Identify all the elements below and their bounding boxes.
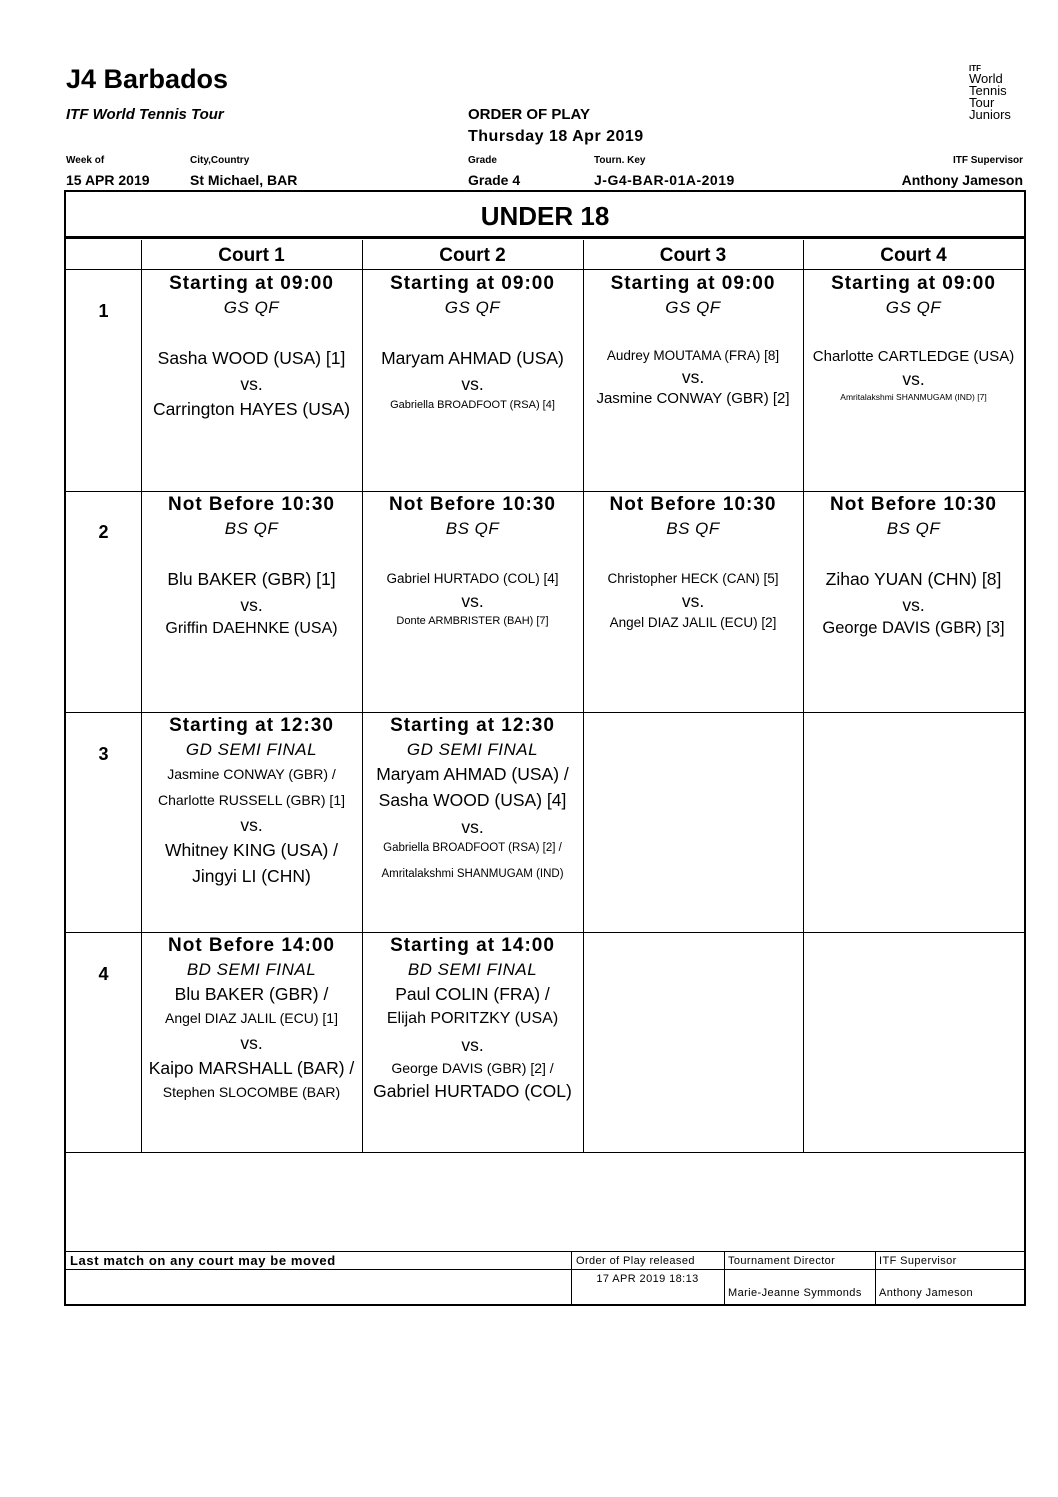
- player-2: Jasmine CONWAY (GBR) [2]: [596, 390, 790, 407]
- vs-label: vs.: [902, 595, 925, 615]
- week-label: Week of: [66, 155, 105, 166]
- player-1b: Charlotte RUSSELL (GBR) [1]: [158, 792, 345, 808]
- player-2: Gabriella BROADFOOT (RSA) [4]: [390, 399, 555, 411]
- player-1: Christopher HECK (CAN) [5]: [607, 571, 779, 586]
- match-cell: [362, 715, 583, 880]
- match-round: GS QF: [444, 298, 501, 317]
- city-value: St Michael, BAR: [190, 172, 298, 188]
- player-2: George DAVIS (GBR) [3]: [822, 619, 1005, 637]
- row-number: 4: [98, 964, 109, 984]
- player-2a: Kaipo MARSHALL (BAR) /: [148, 1058, 355, 1078]
- match-round: BD SEMI FINAL: [407, 960, 538, 979]
- player-2b: Jingyi LI (CHN): [192, 866, 311, 886]
- grid-line: [66, 269, 1024, 270]
- match-round: GD SEMI FINAL: [185, 740, 318, 759]
- court-4-header: Court 4: [880, 245, 947, 266]
- vs-label: vs.: [240, 815, 263, 835]
- order-of-play-label: ORDER OF PLAY: [468, 106, 590, 123]
- vs-label: vs.: [240, 1033, 263, 1053]
- week-value: 15 APR 2019: [66, 172, 150, 188]
- match-cell: [141, 494, 362, 638]
- player-2: Angel DIAZ JALIL (ECU) [2]: [609, 615, 777, 630]
- court-1-header: Court 1: [218, 245, 285, 266]
- grid-line: [66, 712, 1024, 713]
- match-round: GD SEMI FINAL: [406, 740, 539, 759]
- footer-divider: [66, 1269, 1024, 1270]
- grid-line: [66, 932, 1024, 933]
- player-1: Sasha WOOD (USA) [1]: [157, 348, 346, 368]
- match-round: GS QF: [665, 298, 721, 317]
- player-2: Carrington HAYES (USA): [152, 399, 351, 419]
- match-time: Starting at 09:00: [390, 273, 555, 294]
- match-cell: [362, 494, 583, 627]
- city-label: City,Country: [190, 155, 250, 166]
- footer-divider: [875, 1251, 876, 1305]
- match-time: Not Before 10:30: [830, 494, 997, 515]
- player-2: Donte ARMBRISTER (BAH) [7]: [396, 615, 549, 627]
- match-cell: [141, 935, 362, 1100]
- player-2b: Stephen SLOCOMBE (BAR): [162, 1084, 341, 1100]
- match-time: Not Before 10:30: [609, 494, 777, 515]
- match-round: BD SEMI FINAL: [186, 960, 317, 979]
- player-1: Zihao YUAN (CHN) [8]: [825, 569, 1002, 589]
- tournament-title: J4 Barbados: [66, 64, 229, 94]
- match-cell: [803, 494, 1024, 638]
- vs-label: vs.: [681, 591, 705, 611]
- match-cell: [141, 715, 362, 887]
- match-time: Starting at 12:30: [390, 715, 555, 736]
- court-3-header: Court 3: [659, 245, 727, 266]
- match-cell: [583, 494, 803, 630]
- match-cell: [362, 935, 583, 1102]
- match-time: Starting at 09:00: [610, 273, 776, 294]
- row-number: 1: [98, 301, 109, 321]
- player-2b: Gabriel HURTADO (COL): [373, 1081, 572, 1101]
- footer-note: Last match on any court may be moved: [70, 1253, 336, 1268]
- player-1b: Elijah PORITZKY (USA): [386, 1010, 559, 1027]
- match-round: BS QF: [445, 519, 500, 538]
- grade-value: Grade 4: [468, 172, 521, 188]
- match-time: Starting at 09:00: [831, 273, 996, 294]
- match-time: Starting at 14:00: [390, 935, 555, 956]
- section-title: UNDER 18: [66, 193, 1024, 239]
- grid-line: [66, 1152, 1024, 1153]
- match-time: Starting at 12:30: [169, 715, 334, 736]
- match-cell: [583, 273, 803, 407]
- match-cell: [362, 273, 583, 411]
- row-number: 3: [98, 744, 109, 764]
- player-2: Amritalakshmi SHANMUGAM (IND) [7]: [840, 392, 987, 402]
- vs-label: vs.: [461, 1035, 484, 1055]
- match-round: GS QF: [223, 298, 280, 317]
- vs-label: vs.: [461, 591, 484, 611]
- director-value: Marie-Jeanne Symmonds: [728, 1287, 862, 1299]
- itf-logo: ITF World Tennis Tour Juniors: [969, 64, 1011, 122]
- player-1a: Paul COLIN (FRA) /: [395, 984, 550, 1004]
- tourn-key-label: Tourn. Key: [594, 155, 646, 166]
- released-label: Order of Play released: [576, 1255, 695, 1267]
- tourn-key-value: J-G4-BAR-01A-2019: [594, 172, 735, 188]
- vs-label: vs.: [461, 817, 484, 837]
- grid-line: [66, 491, 1024, 492]
- tour-subtitle: ITF World Tennis Tour: [66, 106, 224, 123]
- player-2: Griffin DAEHNKE (USA): [165, 620, 338, 637]
- player-2a: Gabriella BROADFOOT (RSA) [2] /: [383, 842, 562, 854]
- vs-label: vs.: [902, 369, 925, 389]
- play-date: Thursday 18 Apr 2019: [468, 128, 644, 145]
- player-1: Blu BAKER (GBR) [1]: [167, 569, 336, 589]
- vs-label: vs.: [240, 595, 263, 615]
- grade-label: Grade: [468, 155, 497, 166]
- player-2a: Whitney KING (USA) /: [164, 840, 339, 860]
- player-1a: Jasmine CONWAY (GBR) /: [167, 766, 336, 782]
- match-cell: [803, 273, 1024, 402]
- match-time: Not Before 10:30: [168, 494, 335, 515]
- player-1a: Blu BAKER (GBR) /: [174, 984, 329, 1004]
- row-number: 2: [98, 522, 109, 542]
- director-label: Tournament Director: [728, 1255, 836, 1267]
- match-round: BS QF: [224, 519, 279, 538]
- vs-label: vs.: [461, 374, 484, 394]
- match-time: Not Before 10:30: [389, 494, 556, 515]
- match-round: GS QF: [885, 298, 942, 317]
- match-cell: [141, 273, 362, 420]
- player-2b: Amritalakshmi SHANMUGAM (IND): [381, 868, 564, 880]
- vs-label: vs.: [240, 374, 263, 394]
- player-1b: Angel DIAZ JALIL (ECU) [1]: [165, 1010, 338, 1026]
- player-1: Gabriel HURTADO (COL) [4]: [386, 571, 559, 586]
- released-value: 17 APR 2019 18:13: [596, 1273, 699, 1285]
- match-round: BS QF: [666, 519, 720, 538]
- match-time: Starting at 09:00: [169, 273, 334, 294]
- footer-supervisor-label: ITF Supervisor: [879, 1255, 957, 1267]
- court-2-header: Court 2: [439, 245, 506, 266]
- player-1a: Maryam AHMAD (USA) /: [376, 764, 569, 784]
- supervisor-value: Anthony Jameson: [901, 172, 1023, 188]
- footer-divider: [66, 1251, 1024, 1252]
- footer-supervisor-value: Anthony Jameson: [879, 1287, 974, 1299]
- supervisor-label: ITF Supervisor: [952, 155, 1023, 166]
- match-time: Not Before 14:00: [168, 935, 335, 956]
- vs-label: vs.: [681, 367, 705, 387]
- player-2a: George DAVIS (GBR) [2] /: [391, 1060, 554, 1076]
- match-round: BS QF: [886, 519, 941, 538]
- footer-divider: [724, 1251, 725, 1305]
- player-1: Charlotte CARTLEDGE (USA): [812, 348, 1015, 365]
- player-1: Maryam AHMAD (USA): [381, 348, 564, 368]
- player-1: Audrey MOUTAMA (FRA) [8]: [606, 348, 780, 363]
- player-1b: Sasha WOOD (USA) [4]: [378, 790, 567, 810]
